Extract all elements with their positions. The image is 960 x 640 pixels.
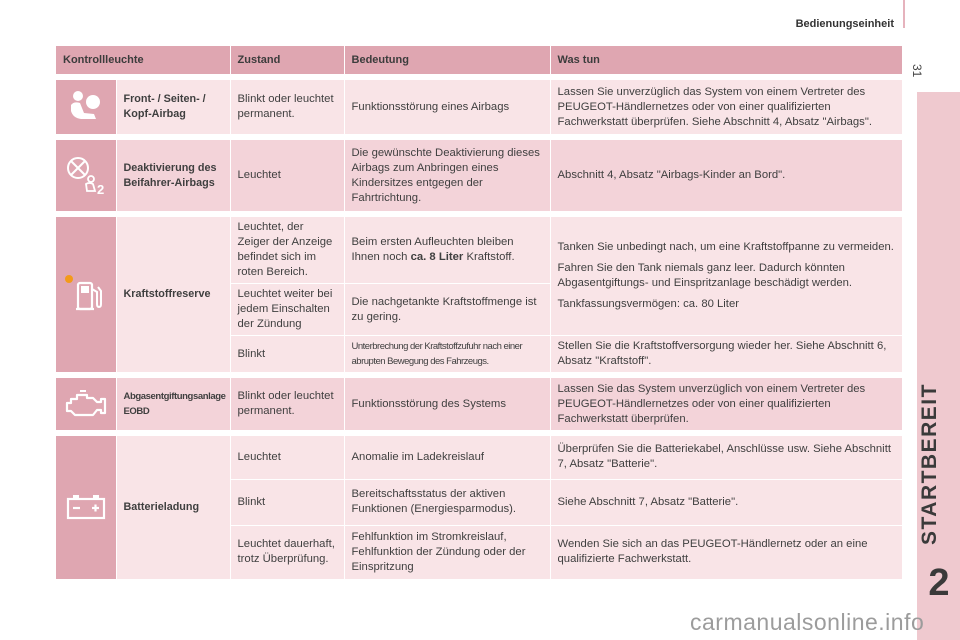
meaning-emphasis: ca. 8 Liter — [410, 251, 464, 263]
state-cell: Leuchtet, der Zeiger der Anzeige befindet sich im roten Bereich. — [230, 214, 344, 284]
indicator-label: Front- / Seiten- / Kopf-Airbag — [116, 77, 230, 137]
battery-icon-cell — [56, 433, 116, 579]
passenger-airbag-icon-cell — [56, 137, 116, 214]
meaning-cell: Anomalie im Ladekreislauf — [344, 433, 550, 479]
meaning-text: Beim ersten Aufleuchten bleiben Ihnen noch — [351, 236, 514, 263]
indicator-label: Kraftstoffreserve — [116, 214, 230, 375]
page-number: 31 — [910, 64, 924, 78]
passenger-airbag-off-icon — [64, 154, 108, 198]
meaning-cell: Die gewünschte Deaktivierung dieses Airbags zum Anbringen eines Kindersitzes entgegen der Fahrtrichtung. — [344, 137, 550, 214]
action-cell: Abschnitt 4, Absatz "Airbags-Kinder an Bord". — [550, 137, 902, 214]
table-row-airbag — [56, 77, 902, 137]
column-header-indicator: Kontrollleuchte — [56, 46, 230, 77]
section-header: Bedienungseinheit — [795, 18, 894, 30]
table-row-battery — [56, 433, 902, 479]
meaning-text: Kraftstoff. — [463, 251, 515, 263]
action-cell: Siehe Abschnitt 7, Absatz "Batterie". — [550, 479, 902, 525]
state-cell: Leuchtet weiter bei jedem Einschalten der Zündung — [230, 284, 344, 336]
indicator-label: Deaktivierung des Beifahrer-Airbags — [116, 137, 230, 214]
table-row-passenger-airbag — [56, 137, 902, 214]
indicator-label: Abgasentgiftungsanlage EOBD — [116, 375, 230, 433]
state-cell: Leuchtet dauerhaft, trotz Überprüfung. — [230, 525, 344, 579]
state-cell: Blinkt — [230, 479, 344, 525]
action-paragraph: Tankfassungsvermögen: ca. 80 Liter — [557, 298, 739, 310]
table-row-fuel — [56, 214, 902, 284]
action-paragraph: Tanken Sie unbedingt nach, um eine Kraftstoffpanne zu vermeiden. — [557, 241, 894, 253]
table-row-eobd — [56, 375, 902, 433]
action-cell: Wenden Sie sich an das PEUGEOT-Händlernetz oder an eine qualifizierte Fachwerkstatt. — [550, 525, 902, 579]
action-cell — [550, 214, 902, 336]
chapter-number: 2 — [928, 562, 950, 604]
svg-text:2: 2 — [96, 181, 104, 197]
action-cell: Lassen Sie unverzüglich das System von einem Vertreter des PEUGEOT-Händlernetzes oder von einer qualifizierten Fachwerkstatt überprüfen. Siehe Abschnitt 4, Absatz "Airbags". — [550, 77, 902, 137]
fuel-icon-cell — [56, 214, 116, 375]
action-paragraph: Fahren Sie den Tank niemals ganz leer. Dadurch könnten Abgasentgiftungs- und Einspritzanlage beschädigt werden. — [557, 262, 853, 289]
meaning-cell: Funktionsstörung eines Airbags — [344, 77, 550, 137]
eobd-icon-cell — [56, 375, 116, 433]
column-header-state: Zustand — [230, 46, 344, 77]
warning-lights-table — [56, 46, 903, 580]
airbag-warning-icon — [66, 87, 106, 127]
meaning-cell: Fehlfunktion im Stromkreislauf, Fehlfunktion der Zündung oder der Einspritzung — [344, 525, 550, 579]
airbag-icon-cell — [56, 77, 116, 137]
table-header-row — [56, 46, 902, 77]
state-cell: Blinkt oder leuchtet permanent. — [230, 375, 344, 433]
state-cell: Leuchtet — [230, 137, 344, 214]
header-divider — [903, 0, 905, 28]
meaning-cell: Bereitschaftsstatus der aktiven Funktionen (Energiesparmodus). — [344, 479, 550, 525]
engine-check-icon — [63, 387, 109, 421]
state-cell: Leuchtet — [230, 433, 344, 479]
action-cell: Überprüfen Sie die Batteriekabel, Anschlüsse usw. Siehe Abschnitt 7, Absatz "Batterie". — [550, 433, 902, 479]
indicator-label: Batterieladung — [116, 433, 230, 579]
state-cell: Blinkt — [230, 336, 344, 376]
state-cell: Blinkt oder leuchtet permanent. — [230, 77, 344, 137]
meaning-cell — [344, 214, 550, 284]
fuel-pump-icon — [64, 273, 108, 317]
meaning-cell: Unterbrechung der Kraftstoffzufuhr nach einer abrupten Bewegung des Fahrzeugs. — [344, 336, 550, 376]
column-header-action: Was tun — [550, 46, 902, 77]
chapter-title: STARTBEREIT — [918, 383, 941, 545]
action-cell: Lassen Sie das System unverzüglich von einem Vertreter des PEUGEOT-Händlernetzes oder von einer qualifizierten Fachwerkstatt überprüfen. — [550, 375, 902, 433]
meaning-cell: Die nachgetankte Kraftstoffmenge ist zu gering. — [344, 284, 550, 336]
battery-icon — [64, 492, 108, 522]
meaning-cell: Funktionsstörung des Systems — [344, 375, 550, 433]
column-header-meaning: Bedeutung — [344, 46, 550, 77]
watermark: carmanualsonline.info — [690, 609, 925, 635]
action-cell: Stellen Sie die Kraftstoffversorgung wieder her. Siehe Abschnitt 6, Absatz "Kraftstoff". — [550, 336, 902, 376]
